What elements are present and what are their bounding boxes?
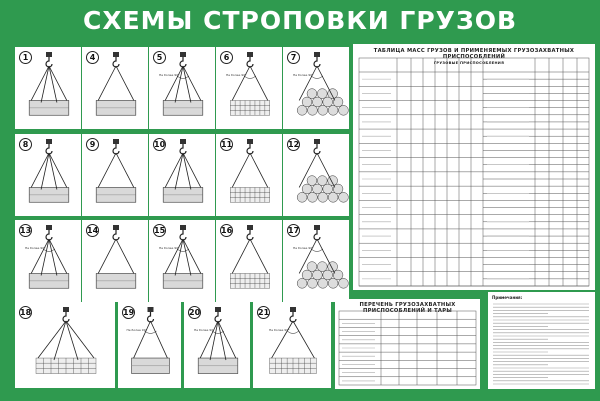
sling-drawing bbox=[254, 303, 332, 389]
scheme-cell-18 bbox=[15, 302, 115, 388]
scheme-cell-13 bbox=[15, 220, 81, 302]
sling-drawing bbox=[217, 221, 283, 303]
scheme-number: 7 bbox=[287, 51, 300, 64]
crane-hook-icon bbox=[215, 307, 221, 322]
scheme-cell-17 bbox=[283, 220, 349, 302]
angle-note: Не более 90° bbox=[159, 73, 180, 77]
scheme-number: 19 bbox=[123, 308, 135, 317]
notes-panel bbox=[488, 292, 595, 389]
scheme-number: 11 bbox=[221, 140, 233, 149]
sling-drawing bbox=[150, 221, 216, 303]
scheme-number: 5 bbox=[153, 51, 166, 64]
mass-table-panel bbox=[353, 44, 595, 290]
sling-drawing bbox=[150, 135, 216, 217]
crane-hook-icon bbox=[247, 52, 253, 67]
scheme-number: 13 bbox=[20, 226, 32, 235]
sling-drawing bbox=[83, 48, 149, 130]
scheme-cell-19 bbox=[118, 302, 181, 388]
notes-title: Примечания: bbox=[492, 295, 523, 300]
crane-hook-icon bbox=[148, 307, 154, 322]
angle-note: Не более 90° bbox=[194, 328, 215, 332]
crane-hook-icon bbox=[314, 139, 320, 154]
mass-table-title: ТАБЛИЦА МАСС ГРУЗОВ И ПРИМЕНЯЕМЫХ ГРУЗОЗАХВАТНЫХ ПРИСПОСОБЛЕНИЙ bbox=[373, 48, 575, 60]
scheme-cell-9 bbox=[82, 134, 148, 216]
scheme-cell-20 bbox=[184, 302, 250, 388]
devices-table-title: ПЕРЕЧЕНЬ ГРУЗОЗАХВАТНЫХ ПРИСПОСОБЛЕНИЙ И ТАРЫ bbox=[359, 302, 456, 314]
angle-note: Не более 90° bbox=[126, 328, 148, 332]
scheme-cell-5 bbox=[149, 47, 215, 129]
scheme-number: 1 bbox=[19, 51, 32, 64]
scheme-cell-16 bbox=[216, 220, 282, 302]
scheme-number: 18 bbox=[20, 308, 32, 317]
crane-hook-icon bbox=[113, 225, 119, 240]
sling-drawing bbox=[83, 135, 149, 217]
angle-note: Не более 90° bbox=[293, 246, 314, 250]
scheme-number: 15 bbox=[154, 226, 166, 235]
scheme-number: 10 bbox=[154, 140, 166, 149]
sling-drawing bbox=[150, 48, 216, 130]
scheme-cell-6 bbox=[216, 47, 282, 129]
scheme-number: 9 bbox=[86, 138, 99, 151]
crane-hook-icon bbox=[247, 225, 253, 240]
crane-hook-icon bbox=[180, 139, 186, 154]
sling-drawing bbox=[16, 303, 116, 389]
mass-table-grid bbox=[353, 44, 595, 290]
sling-drawing bbox=[16, 135, 82, 217]
crane-hook-icon bbox=[46, 225, 52, 240]
scheme-cell-4 bbox=[82, 47, 148, 129]
crane-hook-icon bbox=[314, 52, 320, 67]
angle-note: Не более 90° bbox=[25, 246, 46, 250]
sling-drawing bbox=[217, 48, 283, 130]
scheme-cell-14 bbox=[82, 220, 148, 302]
crane-hook-icon bbox=[46, 52, 52, 67]
angle-note: Не более 90° bbox=[226, 73, 247, 77]
angle-note: Не более 90° bbox=[159, 246, 180, 250]
sling-drawing bbox=[284, 221, 350, 303]
scheme-cell-15 bbox=[149, 220, 215, 302]
sling-drawing bbox=[119, 303, 182, 389]
notes-text-lines bbox=[488, 292, 595, 389]
crane-hook-icon bbox=[113, 139, 119, 154]
angle-note: Не более 90° bbox=[269, 328, 290, 332]
crane-hook-icon bbox=[46, 139, 52, 154]
scheme-cell-12 bbox=[283, 134, 349, 216]
mass-table-subtitle: ГРУЗОВЫЕ ПРИСПОСОБЛЕНИЯ bbox=[433, 61, 505, 65]
scheme-number: 6 bbox=[220, 51, 233, 64]
scheme-cell-10 bbox=[149, 134, 215, 216]
scheme-number: 12 bbox=[288, 140, 300, 149]
sling-drawing bbox=[217, 135, 283, 217]
crane-hook-icon bbox=[247, 139, 253, 154]
crane-hook-icon bbox=[180, 225, 186, 240]
scheme-number: 16 bbox=[221, 226, 233, 235]
scheme-number: 20 bbox=[189, 308, 201, 317]
sling-drawing bbox=[16, 221, 82, 303]
scheme-cell-11 bbox=[216, 134, 282, 216]
sling-drawing bbox=[185, 303, 251, 389]
scheme-number: 17 bbox=[288, 226, 300, 235]
devices-table-panel bbox=[335, 299, 480, 389]
scheme-number: 14 bbox=[87, 226, 99, 235]
scheme-number: 4 bbox=[86, 51, 99, 64]
devices-table-grid bbox=[335, 299, 480, 389]
scheme-number: 8 bbox=[19, 138, 32, 151]
sling-drawing bbox=[284, 135, 350, 217]
crane-hook-icon bbox=[180, 52, 186, 67]
crane-hook-icon bbox=[63, 307, 69, 322]
sling-drawing bbox=[83, 221, 149, 303]
scheme-cell-8 bbox=[15, 134, 81, 216]
poster-title: СХЕМЫ СТРОПОВКИ ГРУЗОВ bbox=[82, 6, 518, 35]
scheme-cell-21 bbox=[253, 302, 331, 388]
scheme-number: 21 bbox=[258, 308, 270, 317]
sling-drawing bbox=[284, 48, 350, 130]
scheme-cell-1 bbox=[15, 47, 81, 129]
angle-note: Не более 90° bbox=[293, 73, 314, 77]
crane-hook-icon bbox=[314, 225, 320, 240]
crane-hook-icon bbox=[113, 52, 119, 67]
crane-hook-icon bbox=[290, 307, 296, 322]
sling-drawing bbox=[16, 48, 82, 130]
scheme-cell-7 bbox=[283, 47, 349, 129]
